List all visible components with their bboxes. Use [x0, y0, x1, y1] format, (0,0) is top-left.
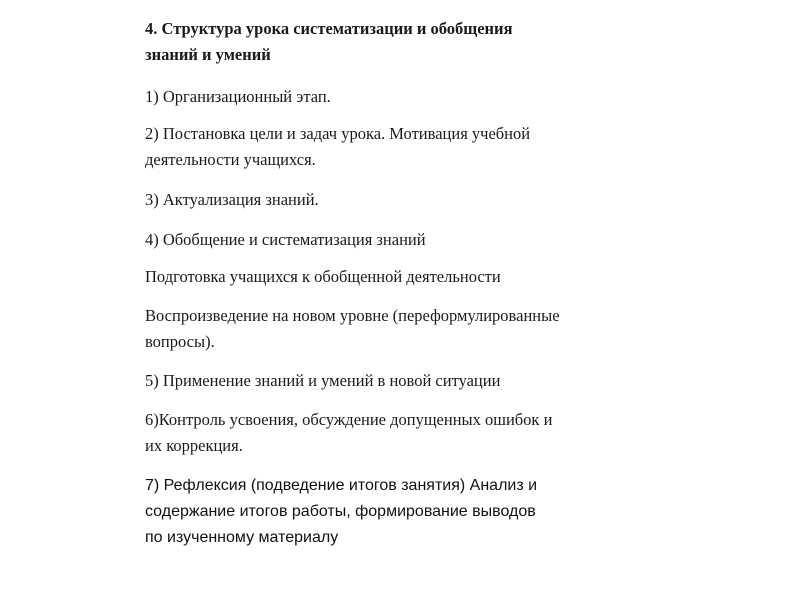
list-item: [145, 227, 426, 253]
item-line: Воспроизведение на новом уровне (переформулированные: [145, 306, 560, 325]
item-line: их коррекция.: [145, 436, 243, 455]
item-line: 4) Обобщение и систематизация знаний: [145, 230, 426, 249]
list-item: [145, 368, 500, 394]
item-line: 7) Рефлексия (подведение итогов занятия) Анализ и: [145, 477, 538, 494]
item-line: вопросы).: [145, 332, 215, 351]
item-line: 3) Актуализация знаний.: [145, 190, 319, 209]
list-item: [145, 187, 319, 213]
list-item: [145, 264, 501, 290]
title-line: 4. Структура урока систематизации и обобщения: [145, 19, 513, 38]
item-line: деятельности учащихся.: [145, 150, 316, 169]
list-item: [145, 84, 331, 110]
item-line: Подготовка учащихся к обобщенной деятельности: [145, 267, 501, 286]
slide-title: [145, 16, 513, 68]
item-line: 6)Контроль усвоения, обсуждение допущенных ошибок и: [145, 410, 553, 429]
list-item: [145, 303, 560, 355]
list-item: [145, 407, 552, 459]
list-item: [145, 121, 530, 173]
item-line: 2) Постановка цели и задач урока. Мотивация учебной: [145, 124, 531, 143]
item-line: 5) Применение знаний и умений в новой ситуации: [145, 371, 501, 390]
title-line: знаний и умений: [145, 45, 271, 64]
item-line: 1) Организационный этап.: [145, 87, 331, 106]
item-line: по изученному материалу: [145, 529, 339, 546]
item-line: содержание итогов работы, формирование выводов: [145, 503, 536, 520]
list-item: [145, 473, 537, 551]
